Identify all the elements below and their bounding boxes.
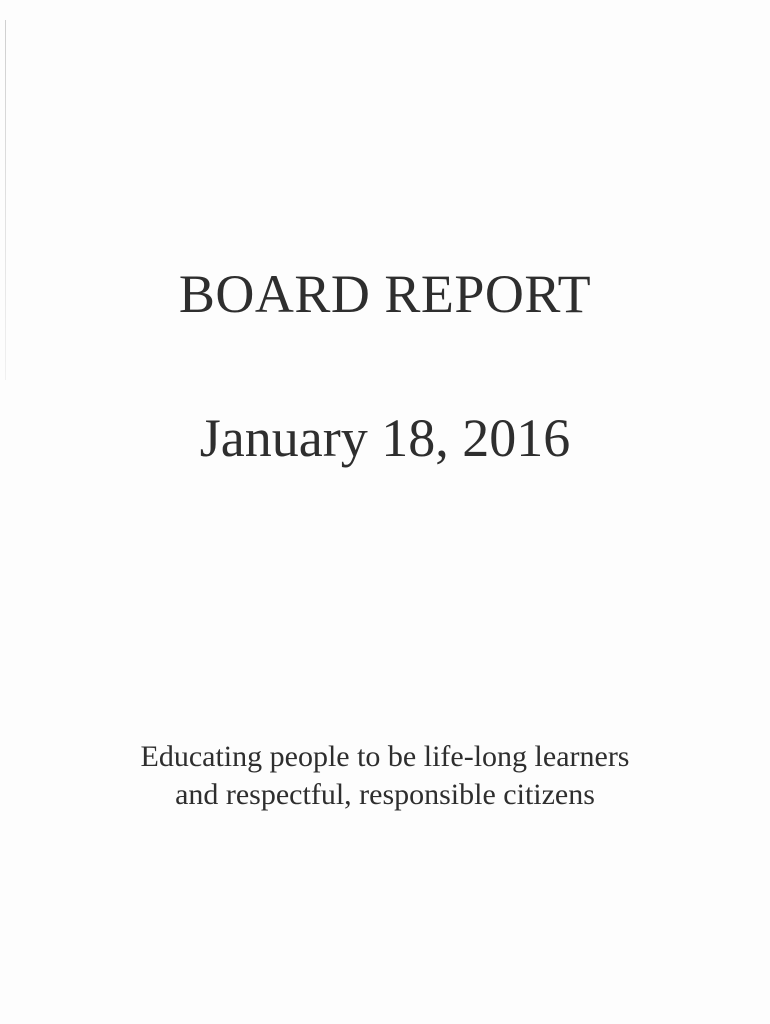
scan-edge-line [5, 20, 6, 380]
report-title: BOARD REPORT [178, 264, 592, 324]
mission-statement-line-2: and respectful, responsible citizens [175, 778, 595, 811]
mission-statement-line-1: Educating people to be life-long learners [140, 740, 630, 773]
mission-statement [0, 738, 770, 814]
report-date: January 18, 2016 [199, 408, 571, 468]
